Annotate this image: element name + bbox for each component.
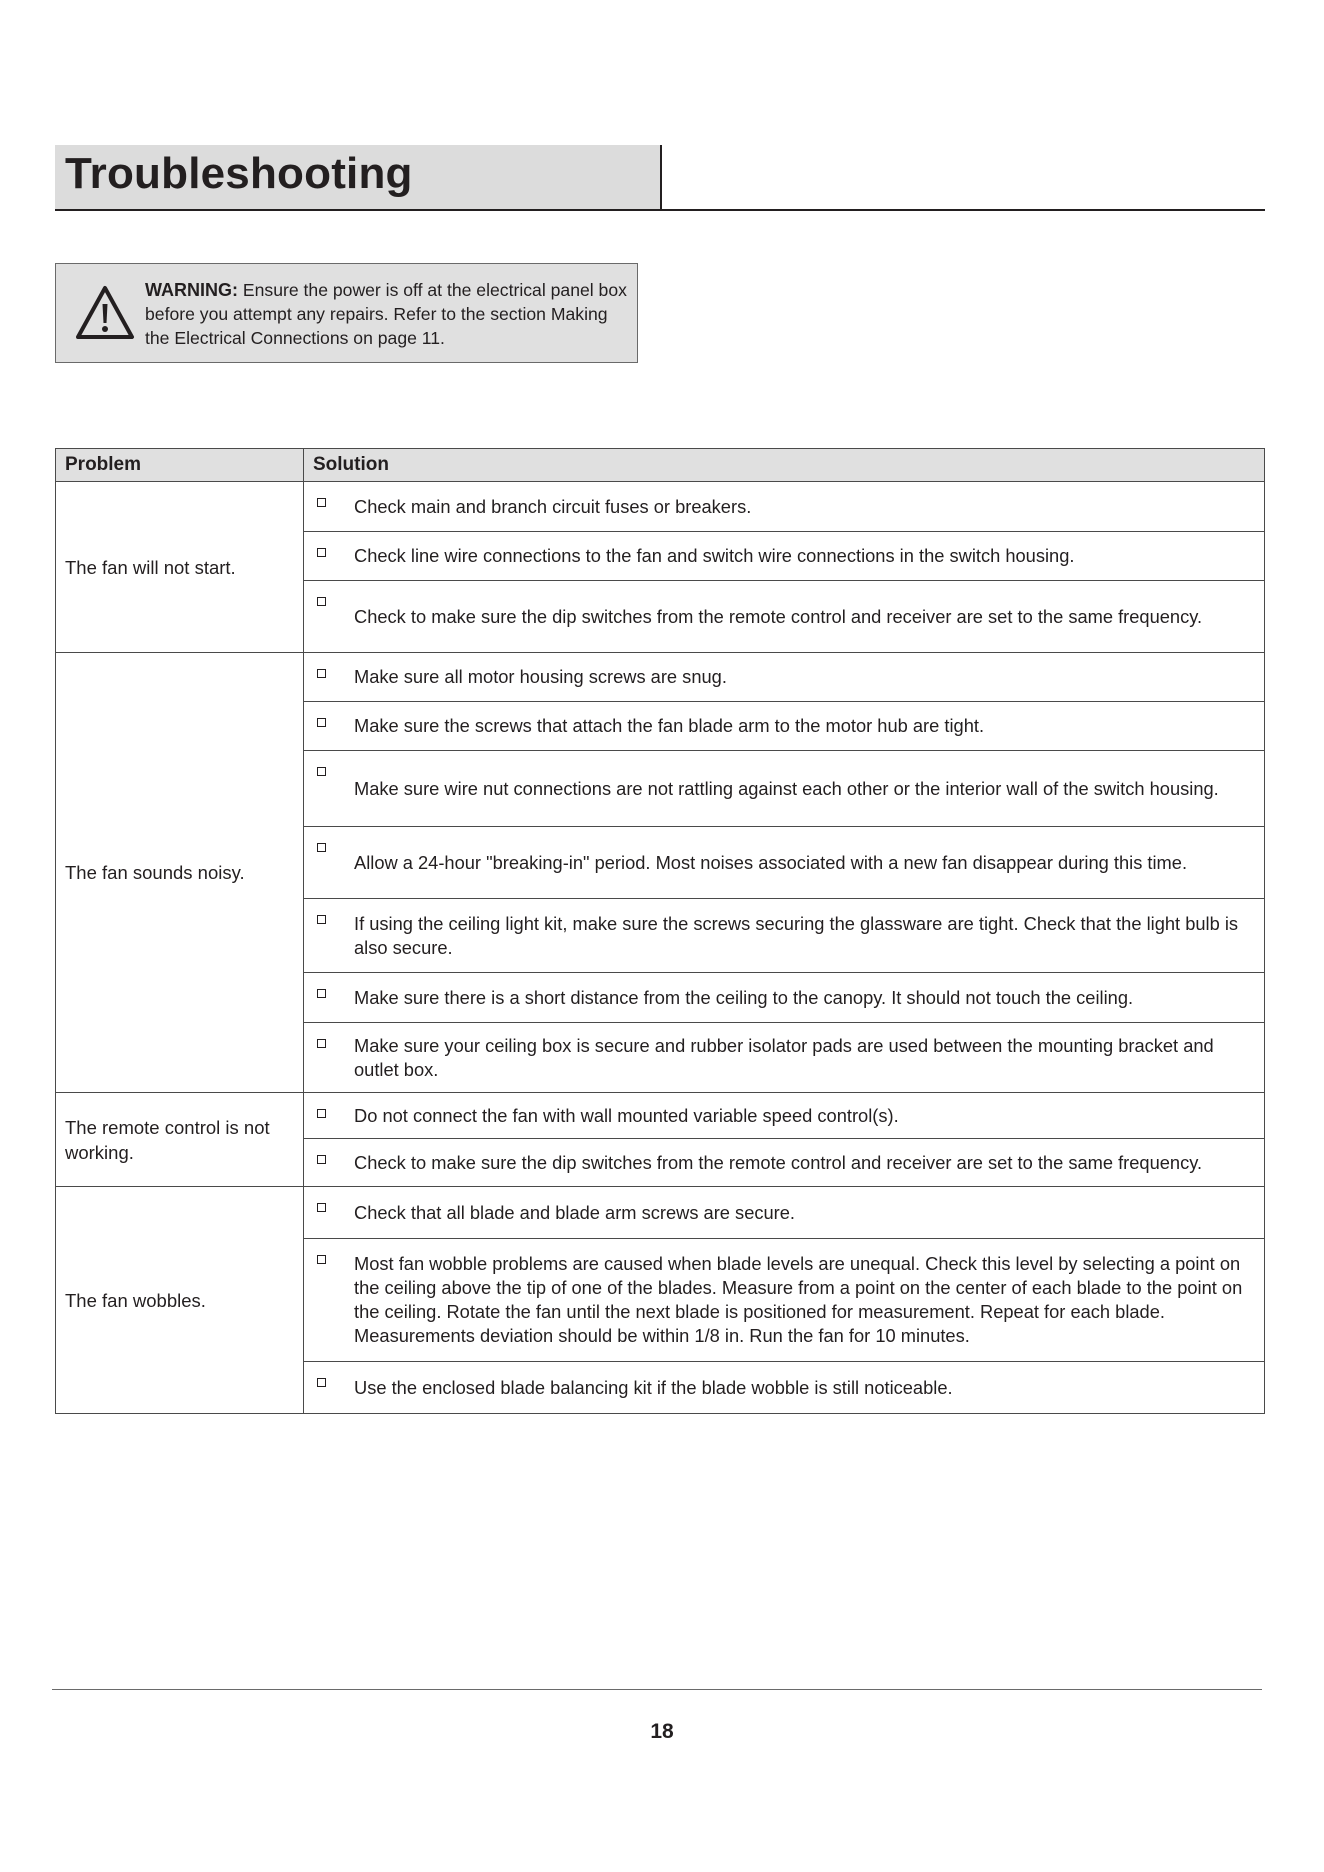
- footer-rule: [52, 1689, 1262, 1690]
- troubleshooting-table: [55, 448, 1265, 1414]
- solution-cell: [304, 751, 1265, 827]
- problem-header: Problem: [56, 449, 304, 482]
- solution-cell: [304, 1362, 1265, 1414]
- solution-text: Do not connect the fan with wall mounted variable speed control(s).: [354, 1104, 899, 1126]
- solution-text: Make sure there is a short distance from the ceiling to the canopy. It should not touch the ceiling.: [354, 986, 1134, 1008]
- checkbox-icon: [317, 1378, 326, 1387]
- checkbox-icon: [317, 1039, 326, 1048]
- table-row: [56, 1187, 1265, 1239]
- checkbox-icon: [317, 669, 326, 678]
- solution-text: Make sure your ceiling box is secure and rubber isolator pads are used between the mounting bracket and outlet box.: [354, 1034, 1214, 1080]
- solution-text: Check to make sure the dip switches from the remote control and receiver are set to the same frequency.: [354, 605, 1203, 627]
- solution-cell: [304, 581, 1265, 653]
- warning-box: [55, 263, 638, 363]
- solution-text: Most fan wobble problems are caused when blade levels are unequal. Check this level by selecting a point on the ceiling above the tip of one of the blades. Measure from a point on the center of each blade to the point on the ceiling. Rotate the fan until the next blade is positioned for measurement. Repeat for each blade. Measurements deviation should be within 1/8 in. Run the fan for 10 minutes.: [354, 1253, 1243, 1346]
- solution-text: Check to make sure the dip switches from the remote control and receiver are set to the same frequency.: [354, 1151, 1203, 1173]
- solution-cell: [304, 532, 1265, 581]
- solution-cell: [304, 827, 1265, 899]
- page-number: 18: [650, 1720, 674, 1743]
- solution-header: Solution: [304, 449, 1265, 482]
- solution-text: Check that all blade and blade arm screws are secure.: [354, 1201, 796, 1223]
- solution-text: Allow a 24-hour "breaking-in" period. Most noises associated with a new fan disappear during this time.: [354, 851, 1188, 873]
- checkbox-icon: [317, 1155, 326, 1164]
- table-row: [56, 1093, 1265, 1139]
- checkbox-icon: [317, 843, 326, 852]
- solution-cell: [304, 1139, 1265, 1187]
- checkbox-icon: [317, 548, 326, 557]
- solution-cell: [304, 1187, 1265, 1239]
- warning-lead: WARNING:: [145, 280, 238, 300]
- solution-text: If using the ceiling light kit, make sure the screws securing the glassware are tight. Check that the light bulb is also secure.: [354, 912, 1239, 958]
- solution-text: Check line wire connections to the fan and switch wire connections in the switch housing.: [354, 545, 1075, 566]
- warning-triangle-icon: [74, 284, 136, 342]
- problem-cell: The fan will not start.: [56, 482, 304, 653]
- title-band: [55, 145, 662, 209]
- solution-text: Make sure all motor housing screws are snug.: [354, 666, 727, 687]
- table-row: [56, 653, 1265, 702]
- problem-cell: The fan wobbles.: [56, 1187, 304, 1414]
- checkbox-icon: [317, 498, 326, 507]
- checkbox-icon: [317, 718, 326, 727]
- solution-cell: [304, 1023, 1265, 1093]
- solution-cell: [304, 899, 1265, 973]
- solution-cell: [304, 482, 1265, 532]
- warning-body: Ensure the power is off at the electrical panel box before you attempt any repairs. Refer to the section Making the Electrical Connections on page 11.: [145, 280, 627, 348]
- table-body: [56, 482, 1265, 1414]
- checkbox-icon: [317, 1109, 326, 1118]
- problem-cell: The fan sounds noisy.: [56, 653, 304, 1093]
- solution-cell: [304, 1239, 1265, 1362]
- checkbox-icon: [317, 1255, 326, 1264]
- title-rule: [55, 209, 1265, 211]
- checkbox-icon: [317, 597, 326, 606]
- solution-text: Make sure the screws that attach the fan blade arm to the motor hub are tight.: [354, 715, 985, 736]
- solution-text: Check main and branch circuit fuses or breakers.: [354, 495, 752, 517]
- solution-text: Use the enclosed blade balancing kit if the blade wobble is still noticeable.: [354, 1376, 953, 1398]
- checkbox-icon: [317, 915, 326, 924]
- solution-cell: [304, 973, 1265, 1023]
- checkbox-icon: [317, 989, 326, 998]
- checkbox-icon: [317, 1203, 326, 1212]
- solution-text: Make sure wire nut connections are not rattling against each other or the interior wall of the switch housing.: [354, 777, 1219, 799]
- table-header-row: [56, 449, 1265, 482]
- problem-cell: The remote control is not working.: [56, 1093, 304, 1187]
- checkbox-icon: [317, 767, 326, 776]
- solution-cell: [304, 1093, 1265, 1139]
- warning-text: [145, 278, 633, 350]
- table-row: [56, 482, 1265, 532]
- page-title: Troubleshooting: [65, 149, 413, 198]
- solution-cell: [304, 653, 1265, 702]
- solution-cell: [304, 702, 1265, 751]
